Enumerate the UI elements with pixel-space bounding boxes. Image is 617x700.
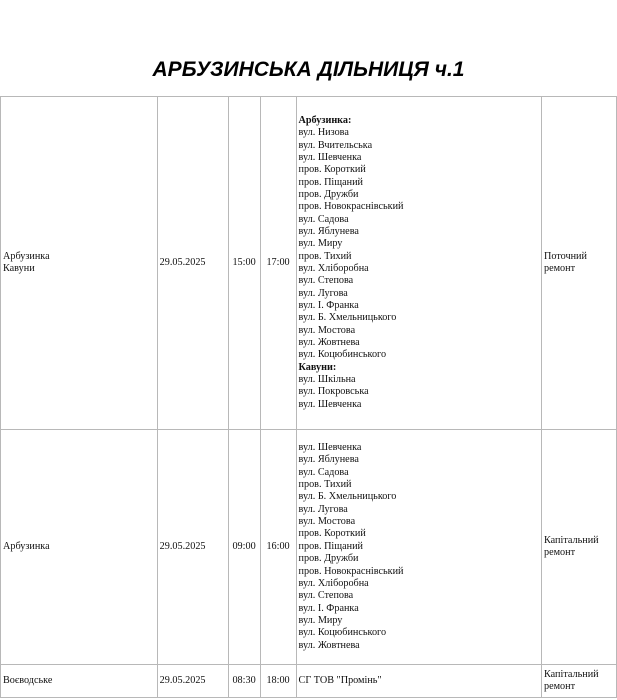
work-type-cell — [542, 430, 617, 665]
street-item: вул. Мостова — [298, 516, 356, 528]
street-item: вул. Б. Хмельницького — [298, 491, 397, 503]
street-item: вул. І. Франка — [298, 300, 359, 312]
street-item: вул. Мостова — [298, 324, 356, 336]
date-value: 29.05.2025 — [159, 674, 206, 686]
street-item: вул. Б. Хмельницького — [298, 312, 397, 324]
streets-cell — [296, 665, 541, 698]
locality-cell — [1, 97, 158, 430]
street-item: вул. Жовтнева — [298, 337, 360, 349]
locality-line: Кавуни — [3, 263, 35, 274]
work-type-line: Поточний — [544, 250, 587, 262]
work-type-line: ремонт — [544, 547, 576, 558]
locality-line: Арбузинка — [3, 250, 50, 262]
time-to-value: 17:00 — [266, 256, 290, 268]
table-row — [1, 665, 617, 698]
street-item: пров. Піщаний — [298, 540, 363, 552]
streets-cell — [296, 430, 541, 665]
street-item: вул. Вчительська — [298, 139, 373, 151]
work-type-line: Капітальний — [544, 534, 599, 546]
street-item: вул. Яблунева — [298, 454, 359, 466]
street-item: вул. Шевченка — [298, 442, 362, 454]
street-item: пров. Новокраснівський — [298, 565, 404, 577]
locality-line: Воєводське — [3, 674, 53, 686]
time-to-cell — [260, 430, 296, 665]
street-item: пров. Тихий — [298, 479, 352, 491]
street-item: пров. Новокраснівський — [298, 201, 404, 213]
page-title: АРБУЗИНСЬКА ДІЛЬНИЦЯ ч.1 — [152, 58, 465, 81]
street-item: вул. Садова — [298, 213, 349, 225]
time-to-cell — [260, 97, 296, 430]
street-item: вул. Лугова — [298, 503, 348, 515]
time-from-cell — [228, 665, 260, 698]
date-value: 29.05.2025 — [159, 540, 206, 552]
time-to-cell — [260, 665, 296, 698]
street-item: пров. Дружби — [298, 188, 359, 200]
locality-line: Арбузинка — [3, 540, 50, 552]
date-cell — [157, 665, 228, 698]
date-cell — [157, 97, 228, 430]
time-from-value: 15:00 — [232, 256, 256, 268]
time-from-cell — [228, 430, 260, 665]
street-item: вул. Шкільна — [298, 374, 356, 386]
street-item: пров. Короткий — [298, 164, 366, 176]
settlement-heading: Кавуни: — [298, 361, 337, 373]
street-item: вул. Шевченка — [298, 398, 362, 410]
street-item: вул. Коцюбинського — [298, 349, 387, 361]
street-item: вул. Степова — [298, 590, 354, 602]
street-item: вул. Шевченка — [298, 151, 362, 163]
streets-cell — [296, 97, 541, 430]
time-from-value: 09:00 — [232, 540, 256, 552]
table-row — [1, 430, 617, 665]
street-item: СГ ТОВ "Промінь" — [298, 674, 382, 686]
street-item: вул. Низова — [298, 127, 349, 139]
work-type-cell — [542, 665, 617, 698]
street-item: вул. Степова — [298, 275, 354, 287]
street-item: пров. Дружби — [298, 553, 359, 565]
work-type-line: Капітальний — [544, 668, 599, 680]
work-type-line: ремонт — [544, 263, 576, 274]
street-item: пров. Тихий — [298, 250, 352, 262]
street-item: вул. Хліборобна — [298, 577, 369, 589]
street-item: пров. Короткий — [298, 528, 366, 540]
time-to-value: 16:00 — [266, 540, 290, 552]
street-item: вул. Хліборобна — [298, 263, 369, 274]
street-item: вул. Миру — [298, 238, 343, 250]
work-type-line: ремонт — [544, 681, 576, 692]
street-item: вул. Покровська — [298, 386, 369, 398]
street-item: вул. Миру — [298, 614, 343, 626]
street-item: пров. Піщаний — [298, 176, 363, 188]
date-value: 29.05.2025 — [159, 256, 206, 268]
street-item: вул. Жовтнева — [298, 639, 360, 651]
table-row — [1, 97, 617, 430]
time-from-value: 08:30 — [232, 674, 256, 686]
time-to-value: 18:00 — [266, 674, 290, 686]
locality-cell — [1, 430, 158, 665]
locality-cell — [1, 665, 158, 698]
street-item: вул. Яблунева — [298, 225, 359, 237]
street-item: вул. І. Франка — [298, 602, 359, 614]
work-type-cell — [542, 97, 617, 430]
street-item: вул. Садова — [298, 466, 349, 478]
settlement-heading: Арбузинка: — [298, 114, 352, 126]
street-item: вул. Коцюбинського — [298, 627, 387, 639]
street-item: вул. Лугова — [298, 287, 348, 299]
date-cell — [157, 430, 228, 665]
outage-schedule-table — [0, 96, 617, 698]
time-from-cell — [228, 97, 260, 430]
